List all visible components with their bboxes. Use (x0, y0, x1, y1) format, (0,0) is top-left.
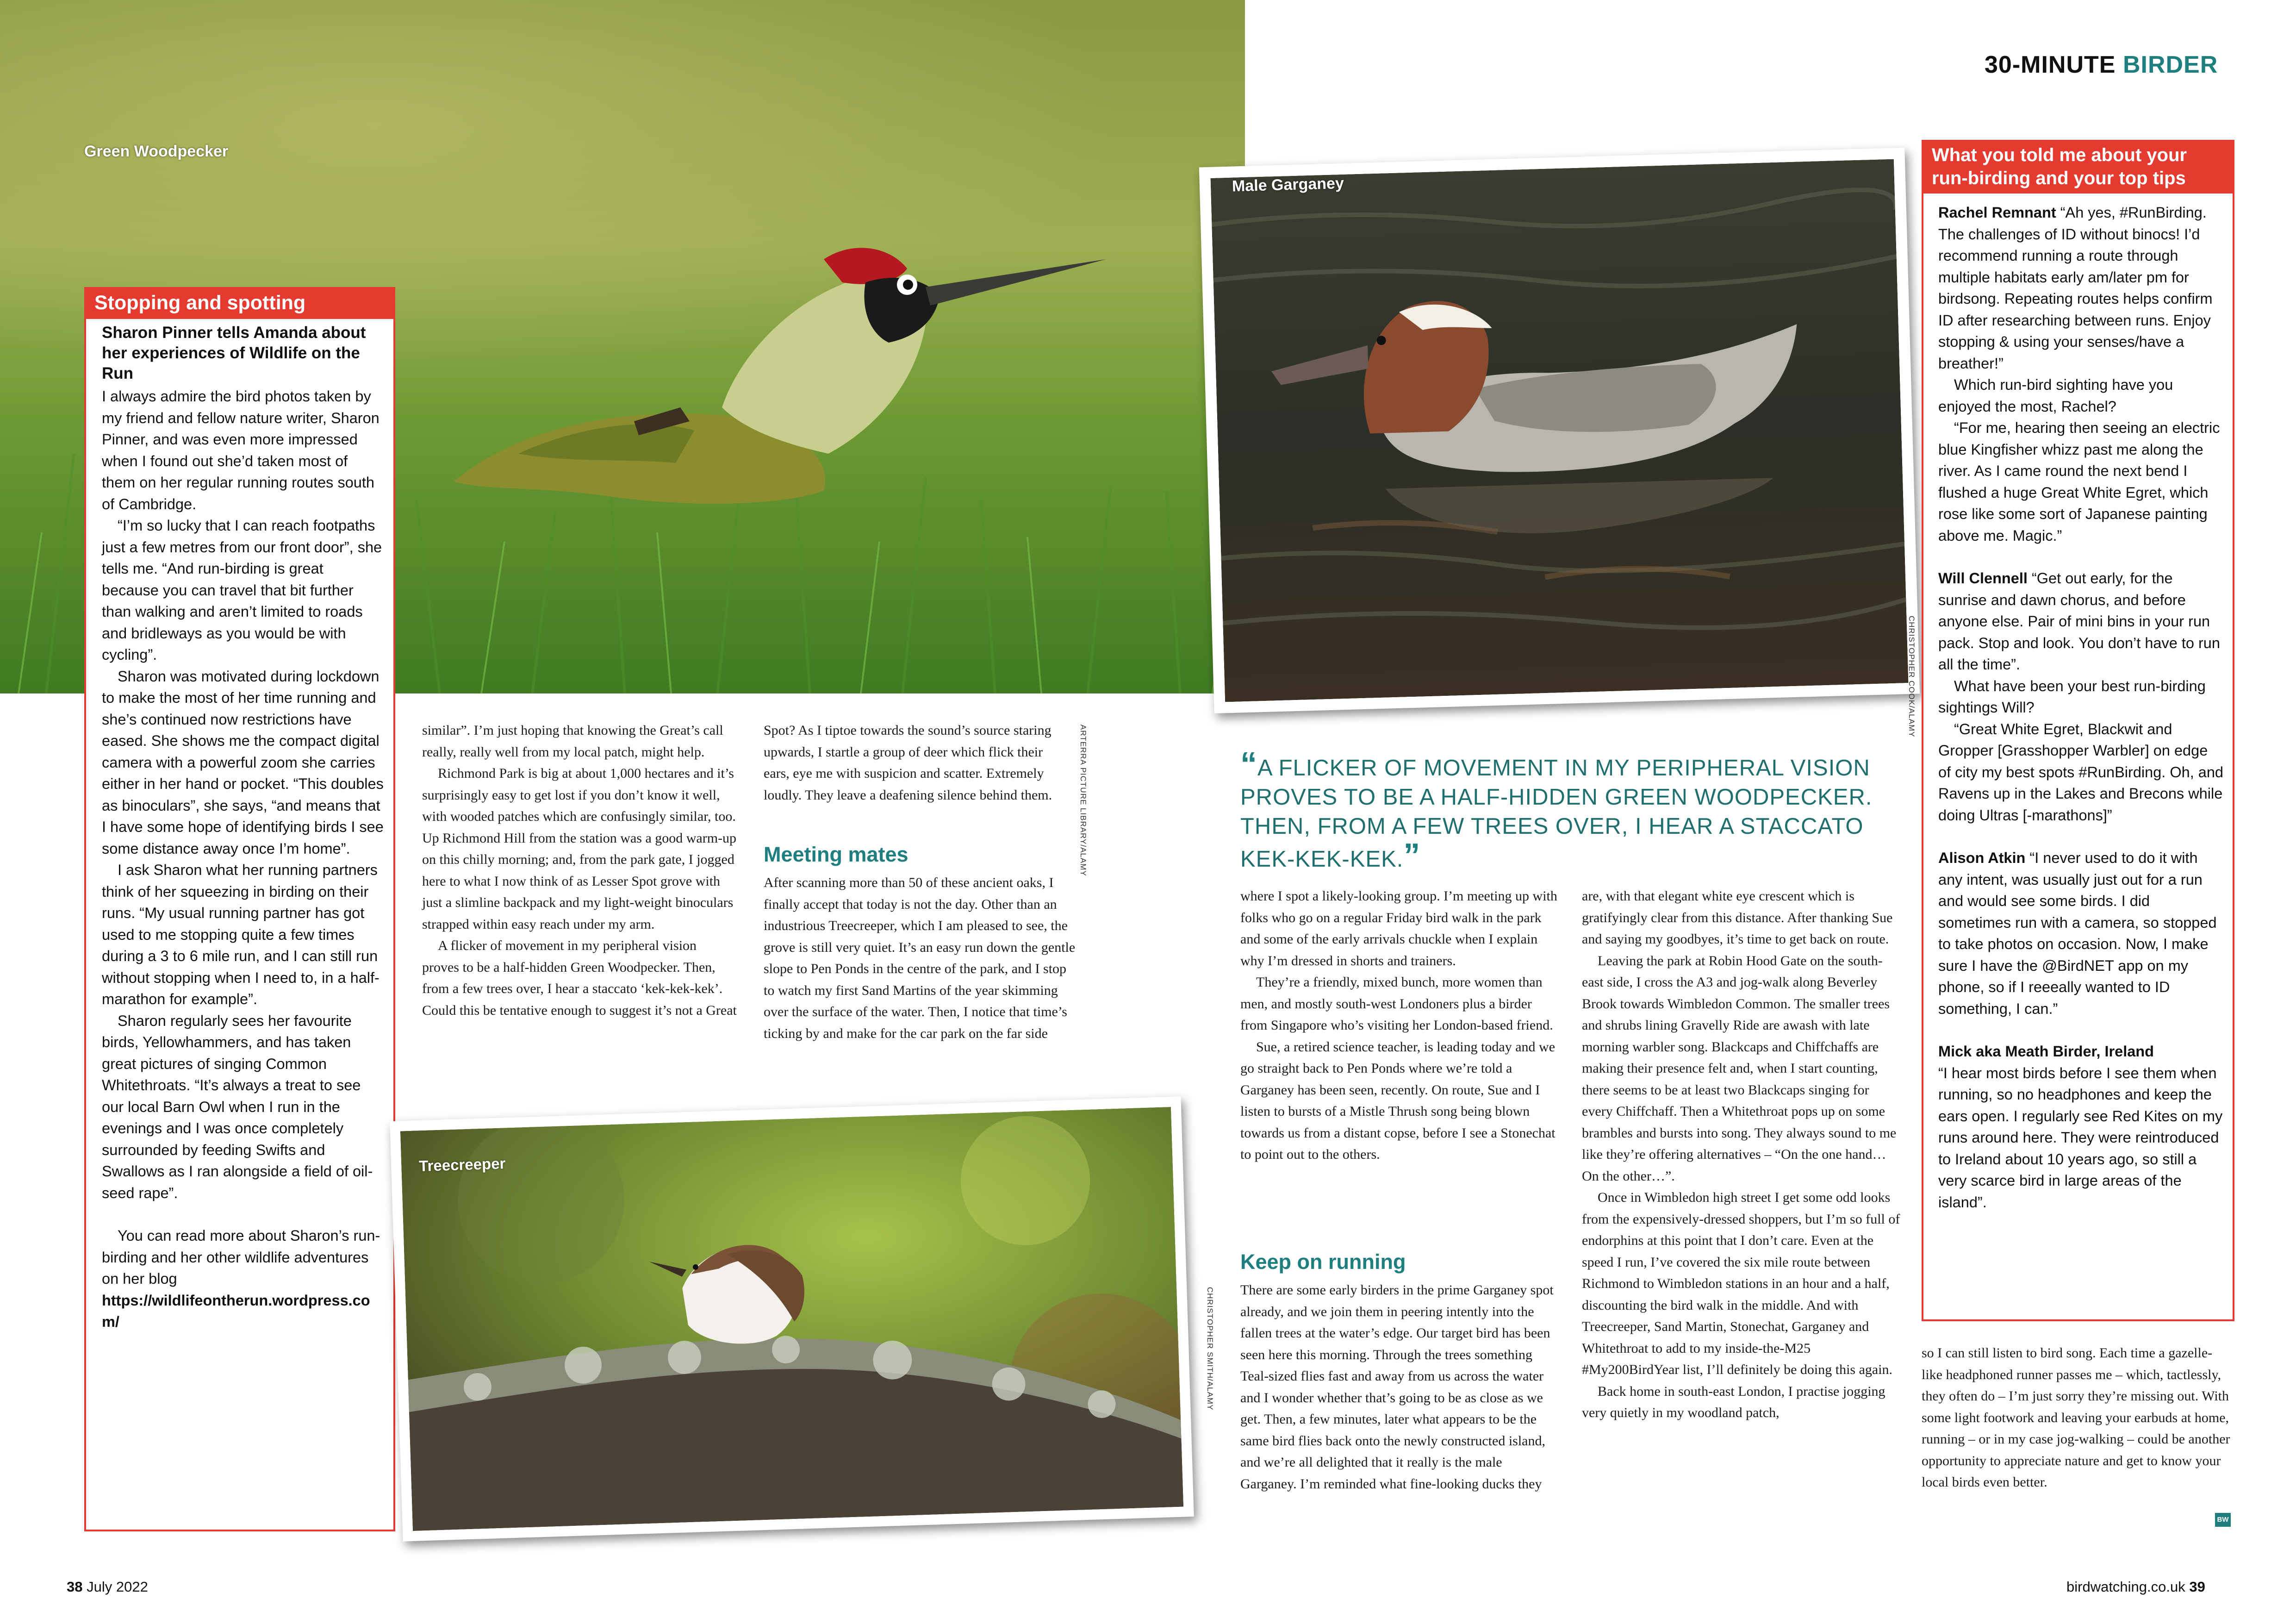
article-paragraph: similar”. I’m just hoping that knowing the Great’s call really, really well from my local patch, might help. (422, 723, 723, 760)
running-head-accent: BIRDER (2122, 51, 2218, 78)
open-quote-mark: “ (1240, 746, 1257, 783)
tips-box-title: What you told me about your run-birding and your top tips (1922, 140, 2234, 194)
green-woodpecker-caption: Green Woodpecker (84, 143, 229, 160)
article-column-4 (1582, 886, 1901, 1424)
article-column-2-top (764, 720, 1064, 806)
male-garganey-credit: CHRISTOPHER COOK/ALAMY (1907, 616, 1916, 737)
article-column-3-top (1240, 886, 1560, 1166)
running-head (1985, 51, 2218, 79)
article-paragraph: are, with that elegant white eye crescent which is gratifyingly clear from this distance. After thanking Sue and saying my goodbyes, it’s time to get back on route. (1582, 888, 1893, 947)
right-folio (2066, 1579, 2205, 1595)
stopping-box-closing: You can read more about Sharon’s run-birding and her other wildlife adventures on her blog (102, 1227, 380, 1287)
end-of-article-badge: BW (2215, 1513, 2231, 1527)
treecreeper-photo (390, 1096, 1194, 1541)
article-paragraph: There are some early birders in the prime Garganey spot already, and we join them in peering intently into the fallen trees at the water’s edge. Our target bird has been seen here this morning. Through the trees something Teal-sized flies fast and away from us across the water and I wonder whether that’s going to be as close as we get. Then, a few minutes, later what appears to be the same bird flies back onto the newly constructed island, and we’re all delighted that it really is the male Garganey. I’m reminded what fine-looking ducks they (1240, 1282, 1554, 1492)
tip-name: Rachel Remnant (1938, 204, 2056, 221)
stopping-box-para: “I’m so lucky that I can reach footpaths just a few metres from our front door”, she tells me. “And run-birding is great because you can travel that bit further than walking and aren’t limited to roads and bridleways as you would be with cycling”. (102, 517, 382, 663)
article-column-5 (1922, 1343, 2232, 1493)
article-paragraph: where I spot a likely-looking group. I’m meeting up with folks who go on a regular Friday bird walk in the park and some of the early arrivals chuckle when I explain why I’m dressed in shorts and trainers. (1240, 888, 1557, 968)
stopping-box-para: Sharon was motivated during lockdown to make the most of her time running and she’s continued now restrictions have eased. She shows me the compact digital camera with a powerful zoom she carries either in her hand or pocket. “This doubles as binoculars”, she says, “and means that I have some hope of identifying birds I see some distance away once I’m home”. (102, 668, 384, 857)
article-paragraph: Leaving the park at Robin Hood Gate on the south-east side, I cross the A3 and jog-walk along Beverley Brook towards Wimbledon Common. The smaller trees and shrubs lining Gravelly Ride are awash with late morning warbler song. Blackcaps and Chiffchaffs are making their presence felt and, when I start counting, there seems to be at least two Blackcaps singing for every Chiffchaff. Then a Whitethroat pops up on some brambles and bursts into song. They always sound to me like they’re offering alternatives – “On the one hand… On the other…”. (1582, 953, 1897, 1184)
stopping-box-para: Sharon regularly sees her favourite birds, Yellowhammers, and has taken great pictures of singing Common Whitethroats. “It’s always a treat to see our local Barn Owl when I run in the evenings and I was once completely surrounded by feeding Swifts and Swallows as I ran alongside a field of oil-seed rape”. (102, 1012, 373, 1201)
blog-link[interactable]: https://wildlifeontherun.wordpress.com/ (102, 1292, 370, 1330)
tip-question: What have been your best run-birding sightings Will? (1938, 677, 2206, 716)
article-paragraph: Once in Wimbledon high street I get some odd looks from the expensively-dressed shoppers, but I’m so full of endorphins at this point that I don’t care. Even at the speed I run, I’ve covered the six mile route between Richmond to Wimbledon stations in an hour and a half, discounting the bird walk in the middle. And with Treecreeper, Sand Martin, Stonechat, Garganey and Whitethroat to add to my inside-the-M25 #My200BirdYear list, I’ll definitely be doing this again. (1582, 1190, 1900, 1377)
tip-name: Mick aka Meath Birder, Ireland (1938, 1043, 2154, 1060)
article-paragraph: Sue, a retired science teacher, is leading today and we go straight back to Pen Ponds where we’re told a Garganey has been seen, recently. On route, Sue and I listen to bursts of a Mistle Thrush song being blown towards us from a distant copse, before I see a Stonechat to point out to the others. (1240, 1039, 1556, 1162)
tip-quote: “Ah yes, #RunBirding. The challenges of ID without binocs! I’d recommend running a route through multiple habitats early am/later pm for birdsong. Repeating routes helps confirm ID after researching between runs. Enjoy stopping & using your senses/have a breather!” (1938, 204, 2213, 372)
article-column-2-bottom (764, 872, 1078, 1044)
tip-quote: “Get out early, for the sunrise and dawn chorus, and before anyone else. Pair of mini bins in your run pack. Stop and look. You don’t have to run all the time”. (1938, 570, 2220, 673)
treecreeper-caption: Treecreeper (418, 1155, 506, 1175)
close-quote-mark: ” (1403, 837, 1421, 874)
article-paragraph: Back home in south-east London, I practise jogging very quietly in my woodland patch, (1582, 1383, 1885, 1420)
article-paragraph: so I can still listen to bird song. Each time a gazelle-like headphoned runner passes me – which, tactlessly, they often do – I’m just sorry they’re missing out. With some light footwork and leaving your earbuds at home, running – or in my case jog-walking – could be another opportunity to appreciate nature and get to know your local birds even better. (1922, 1345, 2230, 1490)
tip-quote: “I hear most birds before I see them when running, so no headphones and keep the ears open. I regularly see Red Kites on my runs around here. They were reintroduced to Ireland about 10 years ago, so still a very scarce bird in large areas of the island”. (1938, 1064, 2223, 1211)
tip-entry (1938, 847, 2223, 1019)
right-page-number: 39 (2189, 1579, 2205, 1595)
run-birding-tips-box (1922, 140, 2234, 1321)
stopping-box-title: Stopping and spotting (84, 287, 395, 319)
tip-question: Which run-bird sighting have you enjoyed the most, Rachel? (1938, 376, 2173, 415)
site-url[interactable]: birdwatching.co.uk (2066, 1579, 2185, 1595)
stopping-box-para: I ask Sharon what her running partners think of her squeezing in birding on their runs. “My usual running partner has got used to me stopping quite a few times during a 3 to 6 mile run, and I can still run without stopping when I need to, in a half-marathon for example”. (102, 862, 380, 1007)
tip-answer: “Great White Egret, Blackwit and Gropper [Grasshopper Warbler] on edge of city my best spots #RunBirding. Oh, and Ravens up in the Lakes and Brecons while doing Ultras [-marathons]” (1938, 720, 2223, 824)
article-column-3-bottom (1240, 1280, 1560, 1495)
issue-date: July 2022 (87, 1579, 148, 1595)
stopping-box-intro: Sharon Pinner tells Amanda about her experiences of Wildlife on the Run (102, 324, 366, 382)
tip-entry (1938, 568, 2223, 675)
left-page-number: 38 (67, 1579, 83, 1595)
running-head-prefix: 30-MINUTE (1985, 51, 2116, 78)
subhead-keep-on-running: Keep on running (1240, 1250, 1406, 1274)
stopping-box-para: I always admire the bird photos taken by my friend and fellow nature writer, Sharon Pinner, and was even more impressed when I found out she’d taken most of them on her regular running routes south of Cambridge. (102, 388, 380, 512)
article-paragraph: Richmond Park is big at about 1,000 hectares and it’s surprisingly easy to get lost if you don’t know it well, with wooded patches which are confusingly similar, too. Up Richmond Hill from the station was a good warm-up on this chilly morning; and, from the park gate, I jogged here to what I now think of as Lesser Spot grove with just a slimline backpack and my light-weight binoculars strapped within easy reach under my arm. (422, 766, 737, 932)
tip-quote: “I never used to do it with any intent, was usually just out for a run and would see some birds. I did sometimes run with a camera, so stopped to take photos on occasion. Now, I make sure I have the @BirdNET app on my phone, so if I reeeally wanted to ID something, I can.” (1938, 849, 2217, 1017)
tip-answer: “For me, hearing then seeing an electric blue Kingfisher whizz past me along the river. As I came round the next bend I flushed a huge Great White Egret, which rose like some sort of Japanese painting above me. Magic.” (1938, 419, 2220, 544)
treecreeper-credit: CHRISTOPHER SMITH/ALAMY (1206, 1287, 1214, 1411)
stopping-and-spotting-box (84, 287, 395, 1531)
pull-quote-text: A FLICKER OF MOVEMENT IN MY PERIPHERAL VISION PROVES TO BE A HALF-HIDDEN GREEN WOODPECKER. THEN, FROM A FEW TREES OVER, I HEAR A STACCATO KEK-KEK-KEK. (1240, 756, 1873, 872)
left-folio (67, 1579, 148, 1595)
tip-entry (1938, 202, 2223, 374)
tip-name: Will Clennell (1938, 570, 2028, 587)
article-paragraph: Spot? As I tiptoe towards the sound’s source staring upwards, I startle a group of deer which flick their ears, eye me with suspicion and scatter. Extremely loudly. They leave a deafening silence behind them. (764, 723, 1052, 803)
subhead-meeting-mates: Meeting mates (764, 843, 908, 866)
male-garganey-caption: Male Garganey (1232, 174, 1344, 195)
pull-quote (1240, 746, 1911, 874)
article-paragraph: They’re a friendly, mixed bunch, more women than men, and mostly south-west Londoners plus a birder from Singapore who’s visiting her London-based friend. (1240, 974, 1553, 1033)
article-paragraph: A flicker of movement in my peripheral vision proves to be a half-hidden Green Woodpecker. Then, from a few trees over, I hear a staccato ‘kek-kek-kek’. Could this be tentative enough to suggest it’s not a Great (422, 938, 737, 1018)
tip-name: Alison Atkin (1938, 849, 2026, 866)
green-woodpecker-credit: ARTERRA PICTURE LIBRARY/ALAMY (1079, 725, 1088, 876)
article-column-1 (422, 720, 737, 1021)
male-garganey-photo (1199, 148, 1920, 713)
article-paragraph: After scanning more than 50 of these ancient oaks, I finally accept that today is not the day. Other than an industrious Treecreeper, which I am pleased to see, the grove is still very quiet. It’s an easy run down the gentle slope to Pen Ponds in the centre of the park, and I stop to watch my first Sand Martins of the year skimming over the surface of the water. Then, I notice that time’s ticking by and make for the car park on the far side (764, 875, 1076, 1041)
